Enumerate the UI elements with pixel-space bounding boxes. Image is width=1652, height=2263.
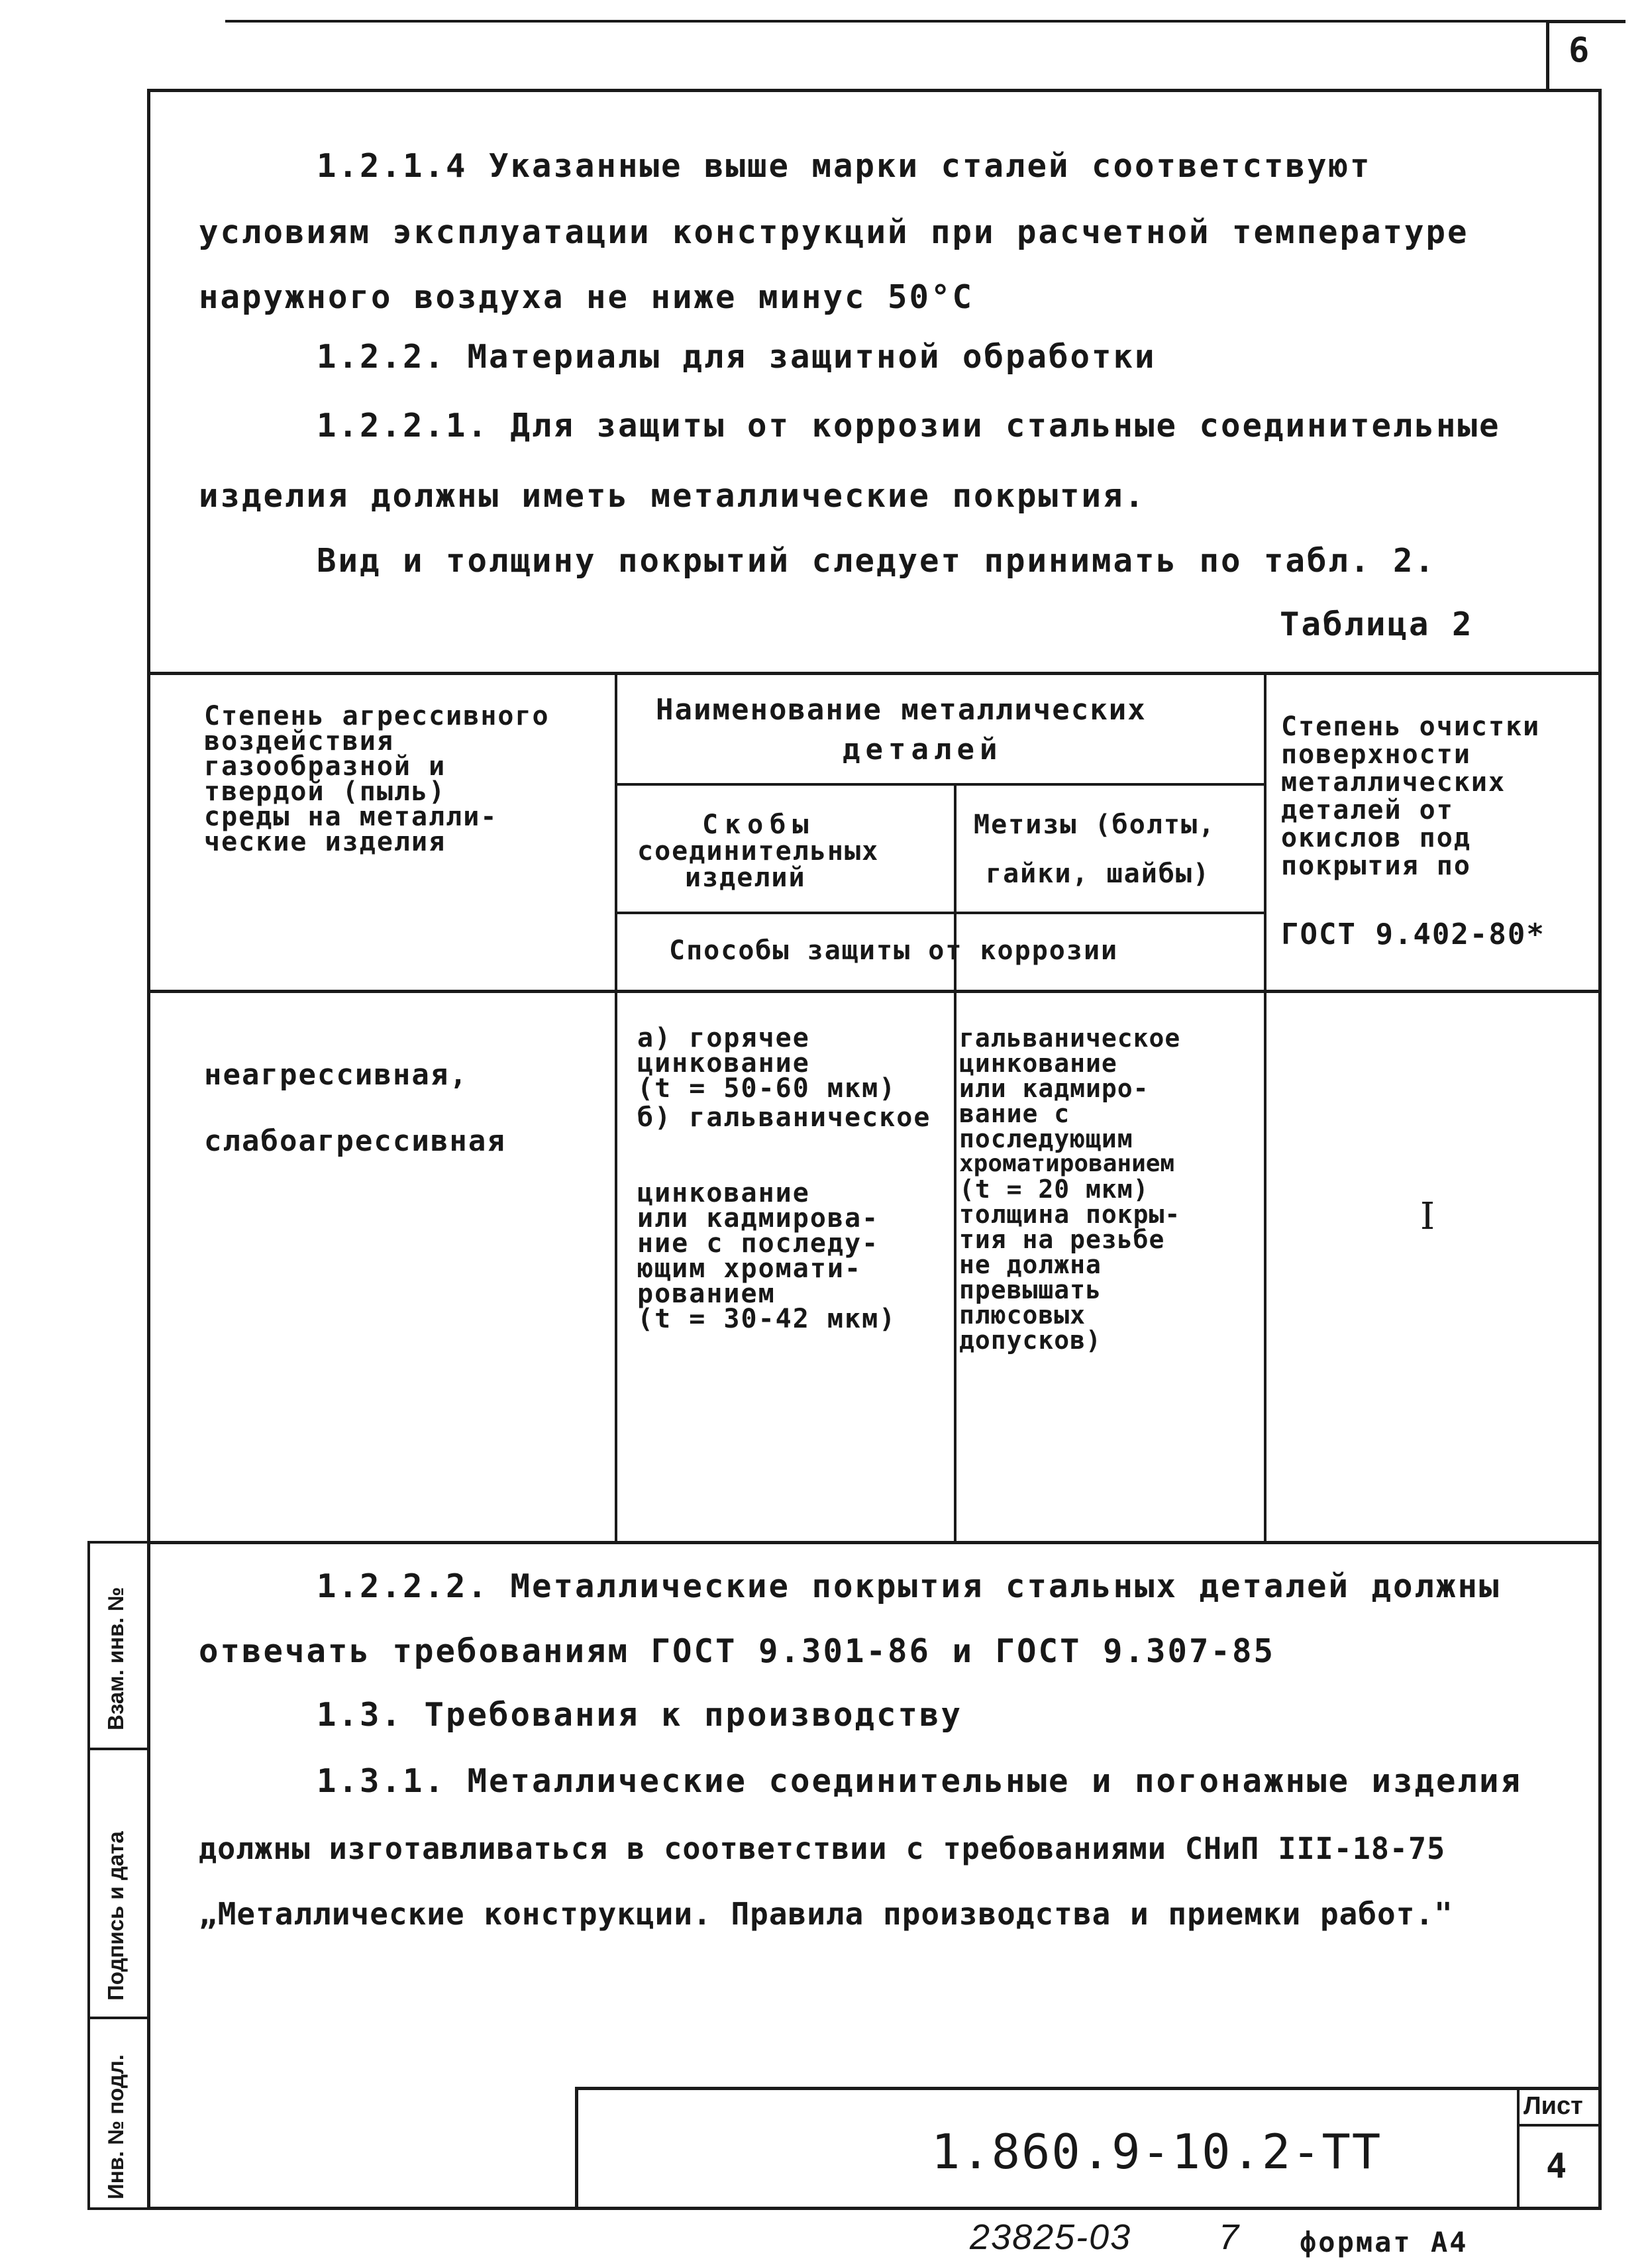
- title-block-sheet-label-line: [1517, 2124, 1602, 2127]
- row-hardware-line-7: (t = 20 мкм): [959, 1175, 1149, 1204]
- row-hardware-line-1: гальваническое: [959, 1024, 1181, 1053]
- header-col1-line-2: воздействия: [204, 726, 394, 757]
- side-stamp-divider-3: [87, 2017, 147, 2019]
- header-col1-line-6: ческие изделия: [204, 827, 446, 857]
- row-brackets-line-10: (t = 30-42 мкм): [637, 1304, 897, 1334]
- paragraph-line-3: наружного воздуха не ниже минус 50°С: [199, 278, 974, 316]
- header-col1-line-3: газообразной и: [204, 751, 446, 782]
- side-stamp-replacement-inventory: Взам. инв. №: [103, 1587, 128, 1730]
- top-border-line: [225, 20, 1550, 23]
- table-bottom-line: [147, 1541, 1602, 1544]
- sheet-value: 4: [1546, 2146, 1567, 2186]
- header-col1-line-4: твердой (пыль): [204, 776, 446, 807]
- header-sub-a-line-3: изделий: [685, 863, 806, 893]
- side-stamp-divider-2: [87, 1748, 147, 1750]
- paragraph-bottom-5: должны изготавливаться в соответствии с требованиями СНиП III-18-75: [199, 1831, 1446, 1866]
- row-brackets-line-7: ние с последу-: [637, 1228, 880, 1259]
- row-hardware-line-4: вание с: [959, 1099, 1070, 1128]
- header-col1-line-1: Степень агрессивного: [204, 701, 550, 731]
- header-sub-a-line-1: Скобы: [702, 810, 815, 840]
- table-vline-3: [1264, 672, 1266, 1544]
- row-hardware-line-2: цинкование: [959, 1049, 1117, 1078]
- table-header-bottom-line: [147, 990, 1602, 993]
- row-brackets-line-8: ющим хромати-: [637, 1253, 862, 1284]
- side-stamp-bottom: [87, 2207, 147, 2210]
- header-col4-line-7: ГОСТ 9.402-80*: [1281, 918, 1545, 951]
- header-protection-methods: Способы защиты от коррозии: [669, 935, 1119, 966]
- row-hardware-line-6: хроматированием: [959, 1150, 1175, 1177]
- row-brackets-line-9: рованием: [637, 1279, 776, 1309]
- row-brackets-line-1: а) горячее: [637, 1023, 810, 1053]
- header-col4-line-5: окислов под: [1281, 823, 1471, 853]
- table-methods-line: [615, 912, 1264, 914]
- row-environment-line-1: неагрессивная,: [204, 1058, 468, 1092]
- row-brackets-line-2: цинкование: [637, 1048, 810, 1079]
- paragraph-bottom-1: 1.2.2.2. Металлические покрытия стальных деталей должны: [317, 1567, 1501, 1605]
- row-hardware-line-3: или кадмиро-: [959, 1074, 1149, 1103]
- row-hardware-line-11: превышать: [959, 1275, 1102, 1304]
- sheet-label: Лист: [1523, 2092, 1583, 2120]
- table-top-line: [147, 672, 1602, 675]
- header-sub-a-line-2: соединительных: [637, 836, 880, 867]
- paragraph-line-7: Вид и толщину покрытий следует принимать по табл. 2.: [317, 542, 1437, 580]
- header-sub-b-line-1: Метизы (болты,: [974, 810, 1216, 840]
- table-group-line: [615, 783, 1264, 786]
- sheet-number: 6: [1569, 30, 1590, 70]
- paragraph-line-5: 1.2.2.1. Для защиты от коррозии стальные соединительные: [317, 407, 1501, 445]
- section-heading-1-3: 1.3. Требования к производству: [317, 1696, 963, 1734]
- table-vline-1: [615, 672, 617, 1544]
- row-hardware-line-12: плюсовых: [959, 1300, 1086, 1330]
- row-brackets-line-5: цинкование: [637, 1178, 810, 1208]
- row-hardware-line-8: толщина покры-: [959, 1200, 1181, 1229]
- side-stamp-divider-1: [87, 1541, 147, 1544]
- archive-number: 23825-03: [970, 2217, 1132, 2257]
- row-brackets-line-4: б) гальваническое: [637, 1102, 931, 1133]
- header-group-line-2: деталей: [843, 733, 1003, 766]
- row-hardware-line-13: допусков): [959, 1326, 1102, 1355]
- row-hardware-line-9: тия на резьбе: [959, 1225, 1165, 1254]
- paragraph-bottom-4: 1.3.1. Металлические соединительные и погонажные изделия: [317, 1762, 1523, 1800]
- row-hardware-line-10: не должна: [959, 1250, 1102, 1279]
- side-stamp-left-line: [87, 1541, 90, 2210]
- paragraph-bottom-6: „Металлические конструкции. Правила производства и приемки работ.": [199, 1896, 1453, 1932]
- header-col4-line-1: Степень очистки: [1281, 711, 1541, 742]
- table-caption: Таблица 2: [1280, 605, 1474, 643]
- row-hardware-line-5: последующим: [959, 1124, 1133, 1153]
- section-heading-1-2-2: 1.2.2. Материалы для защитной обработки: [317, 338, 1157, 376]
- row-cleaning-degree: I: [1420, 1195, 1437, 1238]
- header-group-line-1: Наименование металлических: [656, 693, 1147, 727]
- header-col4-line-6: покрытия по: [1281, 851, 1471, 881]
- paragraph-bottom-2: отвечать требованиям ГОСТ 9.301-86 и ГОСТ 9.307-85: [199, 1632, 1276, 1670]
- document-code: 1.860.9-10.2-ТТ: [931, 2124, 1382, 2180]
- header-col4-line-4: деталей от: [1281, 795, 1454, 825]
- header-col4-line-3: металлических: [1281, 767, 1506, 798]
- side-stamp-signature-date: Подпись и дата: [103, 1831, 128, 2001]
- side-stamp-original-inventory: Инв. № подл.: [103, 2054, 128, 2199]
- header-col1-line-5: среды на металли-: [204, 802, 498, 832]
- paragraph-line-1: 1.2.1.4 Указанные выше марки сталей соответствуют: [317, 147, 1372, 185]
- header-sub-b-line-2: гайки, шайбы): [986, 859, 1211, 889]
- copy-number: 7: [1219, 2217, 1241, 2257]
- row-brackets-line-6: или кадмирова-: [637, 1203, 880, 1234]
- paragraph-line-6: изделия должны иметь металлические покрытия.: [199, 477, 1147, 515]
- header-col4-line-2: поверхности: [1281, 739, 1471, 770]
- format-label: формат А4: [1300, 2226, 1469, 2258]
- row-brackets-line-3: (t = 50-60 мкм): [637, 1073, 897, 1104]
- title-block-sheet-divider: [1517, 2087, 1520, 2210]
- row-environment-line-2: слабоагрессивная: [204, 1124, 506, 1158]
- paragraph-line-2: условиям эксплуатации конструкций при расчетной температуре: [199, 213, 1469, 251]
- table-vline-2: [954, 783, 956, 1544]
